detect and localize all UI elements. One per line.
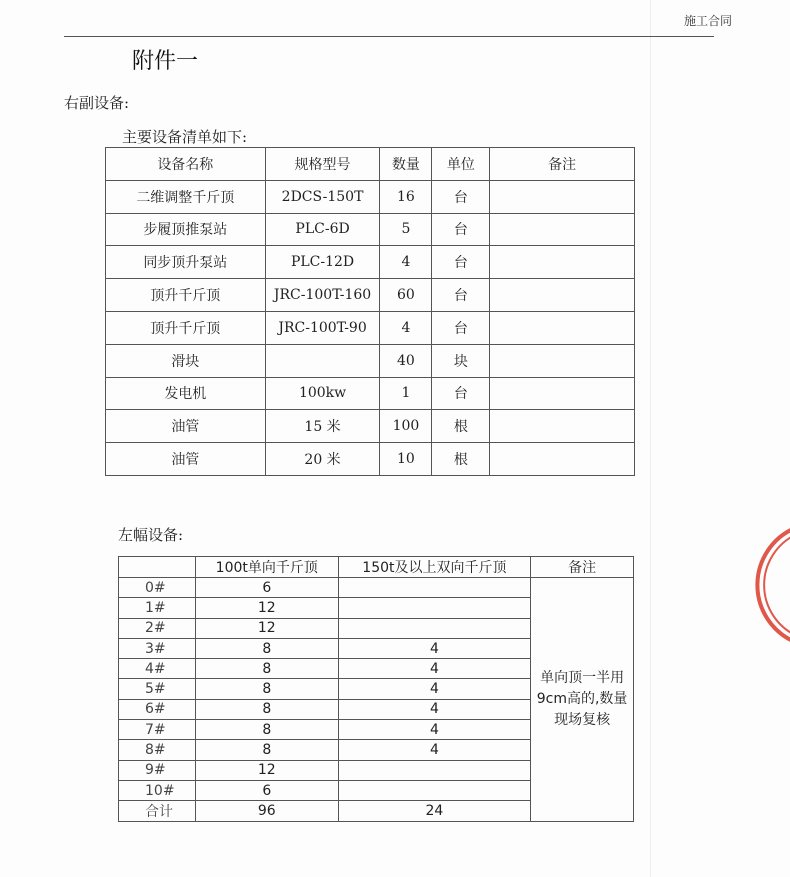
table-cell — [490, 246, 635, 279]
table-cell: PLC-6D — [265, 213, 380, 246]
table-cell: 4 — [338, 740, 531, 760]
table-cell: 台 — [432, 311, 490, 344]
table-cell: JRC-100T-90 — [265, 311, 380, 344]
table-cell: 5 — [380, 213, 432, 246]
table-row — [106, 246, 635, 279]
table-cell: 15 米 — [265, 410, 380, 443]
table-cell — [490, 279, 635, 312]
table-cell — [490, 377, 635, 410]
table-cell: 7# — [119, 720, 196, 740]
table-cell — [338, 598, 531, 618]
table-cell: 滑块 — [106, 344, 266, 377]
table-cell: 油管 — [106, 410, 266, 443]
column-header: 单位 — [432, 148, 490, 181]
table-cell — [338, 760, 531, 780]
table-cell: 4 — [338, 659, 531, 679]
table-cell: 块 — [432, 344, 490, 377]
table-cell — [490, 311, 635, 344]
table-cell: 步履顶推泵站 — [106, 213, 266, 246]
table-cell: 4 — [338, 638, 531, 658]
table-cell: 顶升千斤顶 — [106, 279, 266, 312]
table-cell: 5# — [119, 679, 196, 699]
table-cell: 4 — [338, 699, 531, 719]
table-cell: 40 — [380, 344, 432, 377]
table-cell: 4 — [338, 679, 531, 699]
column-header: 150t及以上双向千斤顶 — [338, 557, 531, 578]
table-cell: 8 — [195, 679, 338, 699]
table-cell: 4 — [338, 720, 531, 740]
table-row — [106, 213, 635, 246]
table-header-row — [119, 557, 634, 578]
table-row — [106, 377, 635, 410]
table-header-row — [106, 148, 635, 181]
table-cell: 4 — [380, 246, 432, 279]
column-header: 设备名称 — [106, 148, 266, 181]
right-section-title: 右副设备: — [64, 94, 130, 112]
table-cell: 12 — [195, 598, 338, 618]
table-cell: PLC-12D — [265, 246, 380, 279]
table-cell: 1# — [119, 598, 196, 618]
table-row — [106, 279, 635, 312]
table-cell: 60 — [380, 279, 432, 312]
column-header — [119, 557, 196, 578]
table-cell: JRC-100T-160 — [265, 279, 380, 312]
table-cell: 12 — [195, 760, 338, 780]
table-row — [106, 180, 635, 213]
table-row — [106, 410, 635, 443]
table-cell: 24 — [338, 801, 531, 822]
column-header: 备注 — [531, 557, 634, 578]
column-header: 规格型号 — [265, 148, 380, 181]
table-cell — [490, 180, 635, 213]
column-header: 100t单向千斤顶 — [195, 557, 338, 578]
table-cell — [490, 410, 635, 443]
table-cell: 8 — [195, 659, 338, 679]
table-cell: 台 — [432, 180, 490, 213]
table-cell — [490, 213, 635, 246]
table-cell: 10# — [119, 780, 196, 800]
table-cell: 二维调整千斤顶 — [106, 180, 266, 213]
table-cell: 100 — [380, 410, 432, 443]
table-cell: 1 — [380, 377, 432, 410]
table-cell — [265, 344, 380, 377]
column-header: 备注 — [490, 148, 635, 181]
table-cell: 9# — [119, 760, 196, 780]
header-text: 施工合同 — [683, 14, 732, 28]
table-cell: 台 — [432, 246, 490, 279]
left-equipment-table — [118, 556, 634, 822]
table-cell: 合计 — [119, 801, 196, 822]
table-cell: 10 — [380, 443, 432, 476]
table-cell: 6 — [195, 780, 338, 800]
table-cell: 20 米 — [265, 443, 380, 476]
left-section-title: 左幅设备: — [118, 526, 184, 544]
table-row — [106, 443, 635, 476]
table-cell — [338, 780, 531, 800]
table-cell: 台 — [432, 279, 490, 312]
table-cell: 6 — [195, 578, 338, 598]
table-row — [106, 311, 635, 344]
table-cell: 0# — [119, 578, 196, 598]
table-cell: 台 — [432, 377, 490, 410]
table-cell: 顶升千斤顶 — [106, 311, 266, 344]
table-cell: 2# — [119, 618, 196, 638]
table-cell: 12 — [195, 618, 338, 638]
attachment-title: 附件一 — [132, 49, 199, 74]
table-cell: 2DCS-150T — [265, 180, 380, 213]
table-cell: 油管 — [106, 443, 266, 476]
table-cell: 根 — [432, 443, 490, 476]
page-edge-shadow — [650, 0, 651, 877]
table-cell: 8 — [195, 720, 338, 740]
table-cell: 8 — [195, 740, 338, 760]
equipment-list-caption: 主要设备清单如下: — [122, 128, 248, 146]
table-row — [119, 578, 634, 598]
table-cell: 4 — [380, 311, 432, 344]
table-cell: 台 — [432, 213, 490, 246]
table-cell — [338, 618, 531, 638]
column-header: 数量 — [380, 148, 432, 181]
table-cell — [490, 443, 635, 476]
table-cell: 发电机 — [106, 377, 266, 410]
remark-note: 单向顶一半用9cm高的,数量现场复核 — [531, 578, 634, 822]
table-cell: 100kw — [265, 377, 380, 410]
table-cell: 16 — [380, 180, 432, 213]
table-cell — [490, 344, 635, 377]
main-equipment-table — [105, 147, 635, 476]
table-row — [106, 344, 635, 377]
table-cell: 96 — [195, 801, 338, 822]
table-cell: 8# — [119, 740, 196, 760]
red-seal-stamp — [735, 520, 790, 650]
table-cell: 8 — [195, 638, 338, 658]
table-cell: 3# — [119, 638, 196, 658]
table-cell — [338, 578, 531, 598]
stamp-ring — [757, 528, 790, 642]
table-cell: 4# — [119, 659, 196, 679]
header-rule — [64, 36, 714, 37]
table-cell: 6# — [119, 699, 196, 719]
table-cell: 8 — [195, 699, 338, 719]
table-cell: 同步顶升泵站 — [106, 246, 266, 279]
table-cell: 根 — [432, 410, 490, 443]
